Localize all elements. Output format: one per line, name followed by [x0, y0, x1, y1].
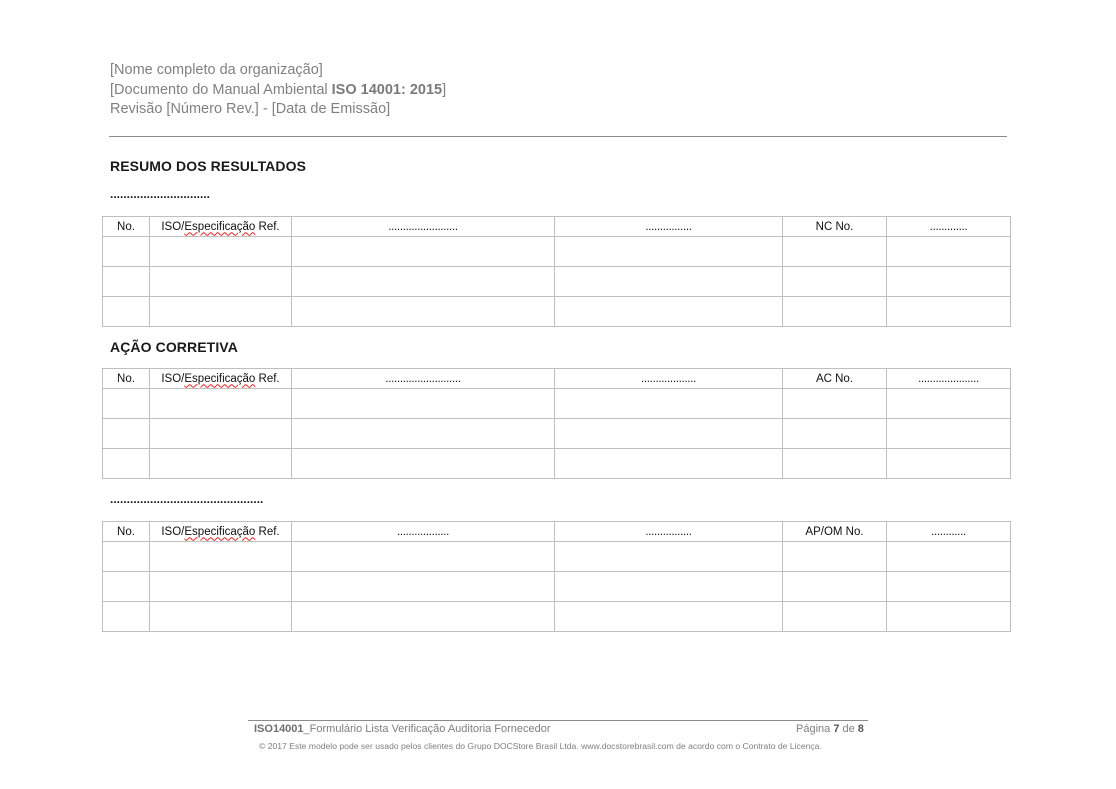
- table-cell[interactable]: [150, 572, 292, 602]
- table-cell[interactable]: [292, 419, 555, 449]
- table-cell[interactable]: [150, 267, 292, 297]
- table-cell[interactable]: [150, 602, 292, 632]
- table-cell[interactable]: [887, 572, 1011, 602]
- table-cell[interactable]: [783, 237, 887, 267]
- col-header-placeholder-1: ..................: [292, 522, 555, 542]
- table-cell[interactable]: [103, 602, 150, 632]
- header-divider: [109, 136, 1007, 137]
- table-cell[interactable]: [292, 297, 555, 327]
- table-cell[interactable]: [887, 449, 1011, 479]
- col-header-placeholder-2: ................: [555, 522, 783, 542]
- table-cell[interactable]: [292, 449, 555, 479]
- table-cell[interactable]: [103, 542, 150, 572]
- results-summary-table: [102, 216, 1011, 327]
- spellcheck-underline: Especificação: [184, 525, 256, 538]
- document-header: [110, 61, 446, 120]
- table-cell[interactable]: [887, 602, 1011, 632]
- table-cell[interactable]: [103, 419, 150, 449]
- section-title-corrective-action: AÇÃO CORRETIVA: [110, 339, 238, 355]
- col-header-no: No.: [103, 217, 150, 237]
- table-cell[interactable]: [887, 237, 1011, 267]
- col-header-iso-ref: ISO/Especificação Ref.: [150, 217, 292, 237]
- table-row: [103, 602, 1011, 632]
- table-row: [103, 297, 1011, 327]
- table-cell[interactable]: [887, 297, 1011, 327]
- table-cell[interactable]: [292, 237, 555, 267]
- organization-name: [Nome completo da organização]: [110, 62, 323, 78]
- table-cell[interactable]: [783, 419, 887, 449]
- table-cell[interactable]: [292, 542, 555, 572]
- col-header-placeholder-1: ........................: [292, 217, 555, 237]
- footer-document-name: ISO14001_Formulário Lista Verificação Auditoria Fornecedor: [254, 723, 551, 735]
- table-cell[interactable]: [292, 389, 555, 419]
- total-pages: 8: [857, 723, 864, 735]
- table-cell[interactable]: [150, 297, 292, 327]
- table-cell[interactable]: [292, 572, 555, 602]
- table-cell[interactable]: [150, 389, 292, 419]
- table-row: [103, 237, 1011, 267]
- table-row: [103, 267, 1011, 297]
- table-row: [103, 542, 1011, 572]
- table-cell[interactable]: [555, 389, 783, 419]
- col-header-placeholder-1: ..........................: [292, 369, 555, 389]
- footer-copyright: © 2017 Este modelo pode ser usado pelos clientes do Grupo DOCStore Brasil Ltda. www.docstorebrasil.com de acordo com o Contrato de Licença.: [259, 741, 822, 751]
- standard-name: ISO 14001: 2015: [331, 81, 443, 98]
- table-header-row: [103, 217, 1011, 237]
- spellcheck-underline: Especificação: [184, 220, 256, 233]
- col-header-placeholder-3: .............: [887, 217, 1011, 237]
- col-header-no: No.: [103, 369, 150, 389]
- table-cell[interactable]: [555, 419, 783, 449]
- table-cell[interactable]: [103, 449, 150, 479]
- col-header-placeholder-3: .....................: [887, 369, 1011, 389]
- col-header-iso-ref: ISO/Especificação Ref.: [150, 522, 292, 542]
- table-cell[interactable]: [887, 267, 1011, 297]
- section-title-results-summary: RESUMO DOS RESULTADOS: [110, 158, 307, 174]
- col-header-placeholder-2: ...................: [555, 369, 783, 389]
- table-row: [103, 419, 1011, 449]
- table-cell[interactable]: [783, 297, 887, 327]
- revision-line: Revisão [Número Rev.] - [Data de Emissão]: [110, 101, 391, 117]
- table-header-row: [103, 369, 1011, 389]
- footer-page-number: Página 7 de 8: [796, 723, 864, 735]
- table-cell[interactable]: [103, 297, 150, 327]
- col-header-placeholder-2: ................: [555, 217, 783, 237]
- col-header-ac-no: AC No.: [783, 369, 887, 389]
- table-cell[interactable]: [103, 572, 150, 602]
- table-cell[interactable]: [150, 419, 292, 449]
- corrective-action-table: [102, 368, 1011, 479]
- table-cell[interactable]: [292, 602, 555, 632]
- table-cell[interactable]: [555, 449, 783, 479]
- table-cell[interactable]: [555, 297, 783, 327]
- table-row: [103, 572, 1011, 602]
- table-header-row: [103, 522, 1011, 542]
- col-header-nc-no: NC No.: [783, 217, 887, 237]
- table-cell[interactable]: [783, 572, 887, 602]
- table-cell[interactable]: [150, 237, 292, 267]
- col-header-ap-om-no: AP/OM No.: [783, 522, 887, 542]
- col-header-iso-ref: ISO/Especificação Ref.: [150, 369, 292, 389]
- table-cell[interactable]: [555, 602, 783, 632]
- document-title: [Documento do Manual Ambiental ISO 14001: 2015]: [110, 81, 447, 98]
- table-cell[interactable]: [555, 542, 783, 572]
- col-header-no: No.: [103, 522, 150, 542]
- current-page: 7: [833, 723, 840, 735]
- table-cell[interactable]: [150, 449, 292, 479]
- section-subtitle-placeholder: ..............................: [110, 187, 211, 201]
- table-cell[interactable]: [555, 237, 783, 267]
- table-cell[interactable]: [555, 572, 783, 602]
- table-cell[interactable]: [887, 542, 1011, 572]
- table-cell[interactable]: [783, 542, 887, 572]
- table-cell[interactable]: [783, 449, 887, 479]
- table-row: [103, 449, 1011, 479]
- table-cell[interactable]: [887, 419, 1011, 449]
- improvement-opportunity-table: [102, 521, 1011, 632]
- table-cell[interactable]: [555, 267, 783, 297]
- table-cell[interactable]: [783, 602, 887, 632]
- table-cell[interactable]: [292, 267, 555, 297]
- table-cell[interactable]: [887, 389, 1011, 419]
- table-cell[interactable]: [103, 267, 150, 297]
- table-cell[interactable]: [103, 389, 150, 419]
- table-row: [103, 389, 1011, 419]
- table-cell[interactable]: [150, 542, 292, 572]
- table-cell[interactable]: [783, 267, 887, 297]
- spellcheck-underline: Especificação: [184, 372, 256, 385]
- footer-divider: [248, 720, 868, 721]
- table-cell[interactable]: [103, 237, 150, 267]
- section-title-placeholder: ..............................................: [110, 492, 264, 506]
- col-header-placeholder-3: ............: [887, 522, 1011, 542]
- table-cell[interactable]: [783, 389, 887, 419]
